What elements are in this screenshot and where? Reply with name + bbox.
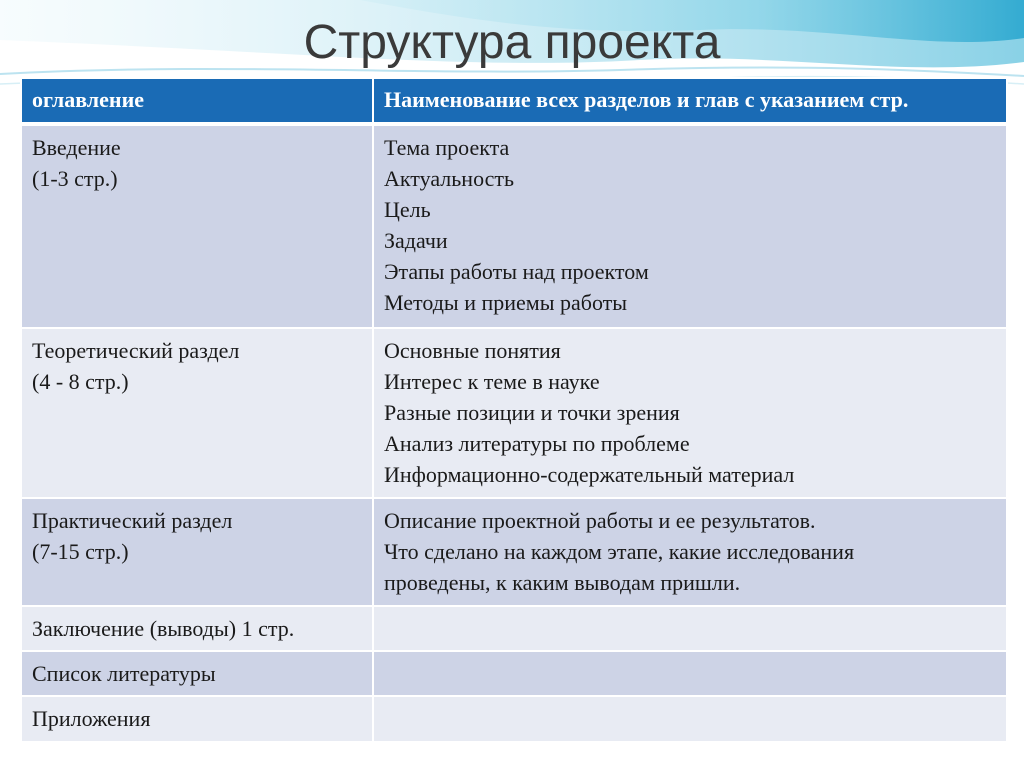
section-name: Заключение (выводы) 1 стр.	[32, 616, 295, 641]
project-structure-table	[20, 77, 1008, 743]
section-cell	[21, 606, 373, 651]
content-cell	[373, 696, 1007, 742]
content-line: Задачи	[384, 228, 448, 253]
section-pages: (4 - 8 стр.)	[32, 369, 129, 394]
table-row	[21, 606, 1007, 651]
content-cell	[373, 651, 1007, 696]
table-row	[21, 124, 1007, 328]
content-line: Актуальность	[384, 166, 515, 191]
content-line: Анализ литературы по проблеме	[384, 431, 690, 456]
content-line: Интерес к теме в науке	[384, 369, 600, 394]
section-cell	[21, 498, 373, 606]
content-line: Разные позиции и точки зрения	[384, 400, 680, 425]
section-pages: (1-3 стр.)	[32, 166, 118, 191]
column-header-outline: оглавление	[21, 78, 373, 124]
slide-title: Структура проекта	[303, 16, 721, 69]
content-line: Методы и приемы работы	[384, 290, 628, 315]
section-name: Теоретический раздел	[32, 338, 240, 363]
content-line: Описание проектной работы и ее результатов.	[384, 508, 816, 533]
section-name: Введение	[32, 135, 121, 160]
content-cell	[373, 606, 1007, 651]
section-cell	[21, 124, 373, 328]
section-name: Список литературы	[32, 661, 216, 686]
table-row	[21, 651, 1007, 696]
table-row	[21, 328, 1007, 498]
content-cell	[373, 498, 1007, 606]
content-cell	[373, 328, 1007, 498]
content-cell	[373, 124, 1007, 328]
content-line: Тема проекта	[384, 135, 510, 160]
content-line: Что сделано на каждом этапе, какие исследования	[384, 539, 855, 564]
content-line: проведены, к каким выводам пришли.	[384, 570, 741, 595]
content-line: Цель	[384, 197, 431, 222]
column-header-description: Наименование всех разделов и глав с указанием стр.	[373, 78, 1007, 124]
section-name: Приложения	[32, 706, 151, 731]
content-line: Информационно-содержательный материал	[384, 462, 795, 487]
section-cell	[21, 696, 373, 742]
section-cell	[21, 651, 373, 696]
section-cell	[21, 328, 373, 498]
content-line: Основные понятия	[384, 338, 561, 363]
section-pages: (7-15 стр.)	[32, 539, 129, 564]
table-row	[21, 498, 1007, 606]
table-header-row	[21, 78, 1007, 124]
content-line: Этапы работы над проектом	[384, 259, 649, 284]
table-row	[21, 696, 1007, 742]
section-name: Практический раздел	[32, 508, 233, 533]
